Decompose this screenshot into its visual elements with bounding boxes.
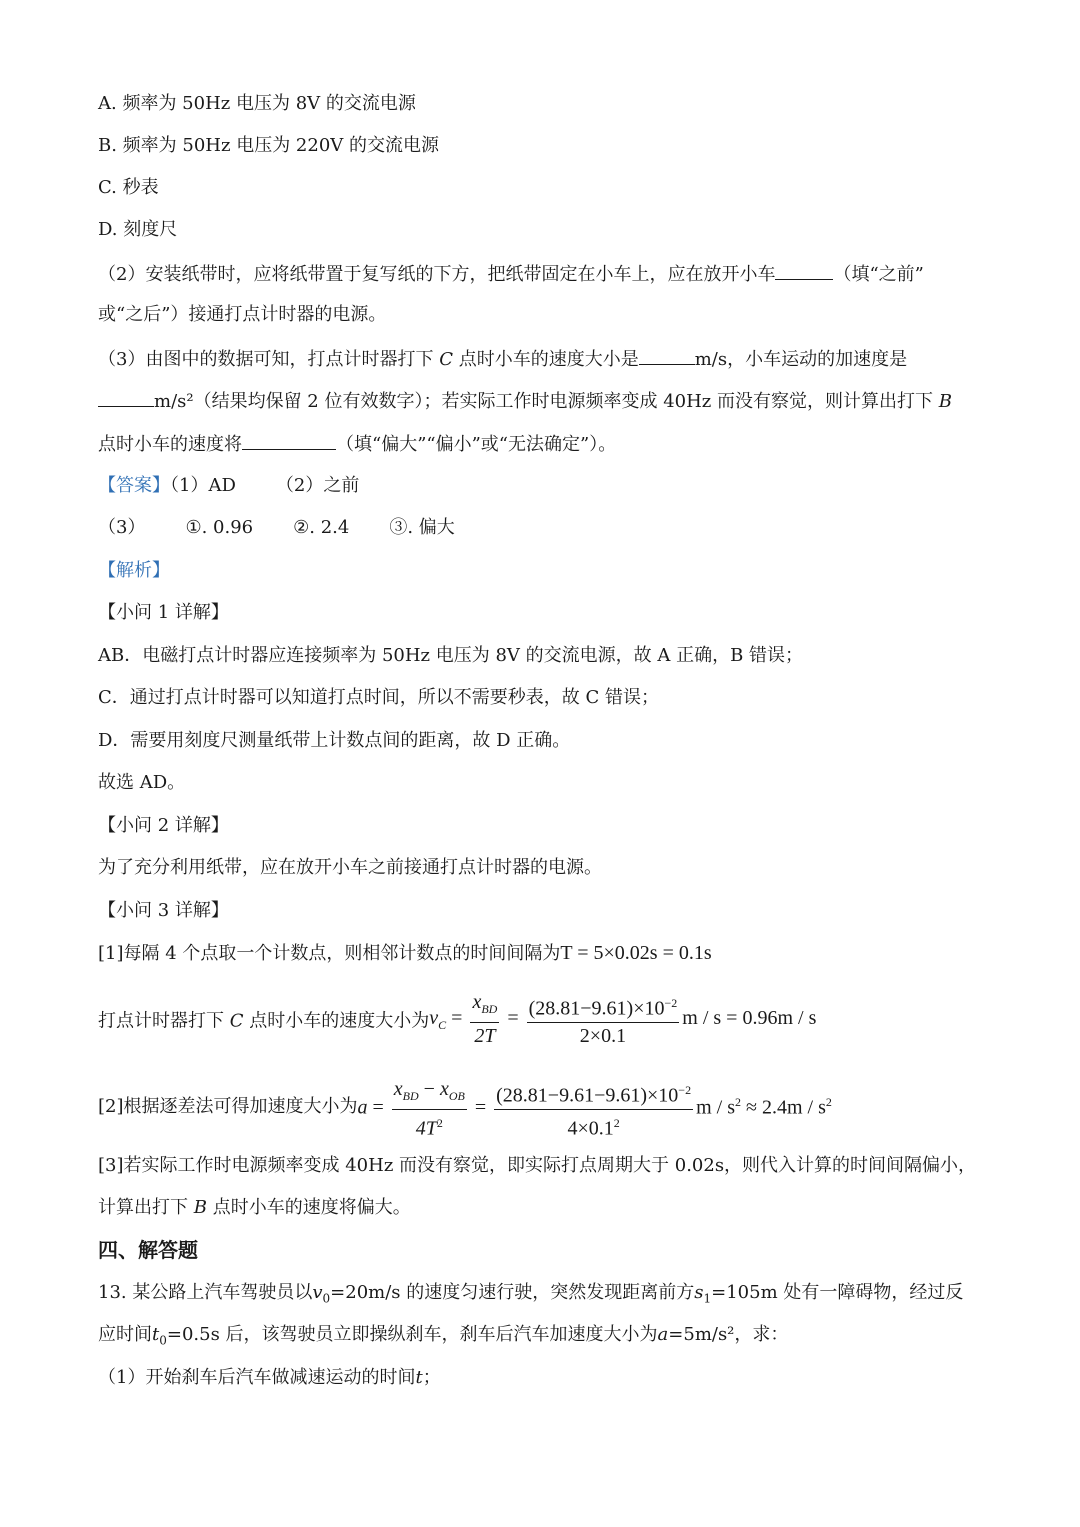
section-title: 四、解答题 [98,1238,198,1262]
sub-ob: OB [448,1089,465,1104]
answer-blank [98,388,154,407]
question-3-line-3 [98,431,616,457]
q2-text: （2）安装纸带时，应将纸带置于复写纸的下方，把纸带固定在小车上，应在放开小车 [98,264,776,285]
fraction [392,1076,467,1142]
fraction [494,1077,693,1141]
q13-text: =105m 处有一障碍物，经过反 [711,1282,964,1303]
exponent: −2 [678,1082,692,1097]
q3-text: 点时小车的速度大小是 [458,349,639,370]
answer-blank [639,346,695,365]
q13-text: ； [422,1367,441,1388]
sub3-line-5 [98,1196,411,1220]
acceleration-formula: a = $\frac{x_{BD} - x_{OB}}{4T^2}$ = $\frac{(28.81-9.61-9.61)\times 10^{-2}}{4\times 0.1^2}$ $m / s^2 \approx 2.4m / s^2$ [357,1078,832,1140]
q13-text: 13. 某公路上汽车驾驶员以 [98,1282,313,1303]
minus: − [418,1078,440,1101]
var-v: v [429,1007,439,1029]
exponent: 2 [825,1095,832,1109]
var-a: a [357,1096,368,1119]
question-2-line-1 [98,261,924,287]
sub3-text: [1]每隔 4 个点取一个计数点，则相邻计数点的时间间隔为 [98,943,561,964]
option-c: C. 秒表 [98,177,159,198]
exponent: 2 [734,1095,741,1109]
q2-hint: （填“之前” [833,264,924,285]
answer-blank [242,431,336,450]
q3-text: 点时小车的速度将 [98,434,242,455]
sub3-line-4: [3]若实际工作时电源频率变成 40Hz 而没有察觉，即实际打点周期大于 0.02s，则代入计算的时间间隔偏小， [98,1155,977,1176]
answer-3-3: ③. 偏大 [389,517,455,538]
sub2-title: 【小问 2 详解】 [98,815,229,836]
sub1-line-2: C．通过打点计时器可以知道打点时间，所以不需要秒表，故 C 错误； [98,687,659,708]
var-a: a [657,1324,669,1345]
sub1-line-3: D．需要用刻度尺测量纸带上计数点间的距离，故 D 正确。 [98,730,571,751]
option-d: D. 刻度尺 [98,219,178,240]
point-c: C [439,349,453,370]
den-4t: 4T [415,1117,437,1140]
q13-text: （1）开始刹车后汽车做减速运动的时间 [98,1367,416,1388]
velocity-formula: $v_C$ = $\frac{x_{BD}}{2T}$ = $\frac{(28.81-9.61)\times 10^{-2}}{2\times 0.1}$ m / s = 0.96m / s [429,991,817,1048]
q3-text: （3）由图中的数据可知，打点计时器打下 [98,349,434,370]
answer-2: （2）之前 [275,475,360,496]
q3-unit: m/s，小车运动的加速度是 [694,349,908,370]
fraction [527,990,680,1049]
point-b: B [193,1197,207,1218]
var-x: x [472,991,482,1014]
answer-line-1 [98,474,359,498]
sub3-text: [2]根据逐差法可得加速度大小为 [98,1095,358,1117]
option-b: B. 频率为 50Hz 电压为 220V 的交流电源 [98,135,439,156]
fraction [470,989,499,1049]
answer-line-2 [98,516,455,540]
question-13-line-2 [98,1323,788,1353]
acceleration-formula-line [98,1072,832,1142]
q13-text: =0.5s 后，该驾驶员立即操纵刹车，刹车后汽车加速度大小为 [166,1324,658,1345]
analysis-label: 【解析】 [98,560,170,581]
q13-text: 应时间 [98,1324,152,1345]
sub1-line-1: AB．电磁打点计时器应连接频率为 50Hz 电压为 8V 的交流电源，故 A 正确，B 错误； [98,645,804,666]
sub-bd: BD [481,1002,498,1017]
answer-3-1: ①. 0.96 [185,517,254,538]
sub3-text: 打点计时器打下 [98,1010,224,1032]
acceleration-result: ≈ 2.4m / s [740,1096,826,1119]
sub3-text: 点时小车的速度大小为 [249,1010,430,1032]
sub-c: C [438,1018,447,1032]
sub2-line-1: 为了充分利用纸带，应在放开小车之前接通打点计时器的电源。 [98,857,602,878]
den-2t: 2T [474,1025,496,1048]
point-b: B [938,391,952,412]
q13-text: =20m/s 的速度匀速行驶，突然发现距离前方 [330,1282,695,1303]
subscript: 0 [159,1333,167,1348]
sub1-line-4: 故选 AD。 [98,772,186,793]
q13-text: =5m/s²，求： [668,1324,789,1345]
unit: m / s [696,1096,735,1119]
var-t0: t [152,1324,160,1345]
question-13-part-1 [98,1366,441,1390]
sub3-title: 【小问 3 详解】 [98,900,229,921]
exponent: −2 [664,996,678,1011]
answer-1: （1）AD [170,475,236,496]
numerator: (28.81−9.61)×10 [528,997,665,1020]
sub3-line-1 [98,941,712,966]
time-interval-formula: T = 5×0.02s = 0.1s [560,942,712,964]
var-x: x [393,1078,403,1101]
answer-label: 【答案】 [98,475,170,496]
var-x: x [439,1078,449,1101]
subscript: 0 [322,1291,331,1306]
denominator: 2×0.1 [579,1024,627,1047]
var-v0: v [312,1282,323,1303]
sub3-text: 计算出打下 [98,1197,188,1218]
var-s1: s [694,1282,704,1303]
exponent: 2 [613,1115,620,1130]
question-3-line-1 [98,346,907,372]
numerator: (28.81−9.61−9.61)×10 [496,1084,679,1107]
answer-3-prefix: （3） [98,517,146,538]
sub-bd: BD [402,1089,419,1104]
denominator: 4×0.1 [567,1117,614,1140]
point-c: C [229,1010,244,1032]
q3-hint: （填“偏大”“偏小”或“无法确定”）。 [336,434,617,455]
velocity-formula-line [98,988,816,1055]
option-a: A. 频率为 50Hz 电压为 8V 的交流电源 [98,93,416,114]
sub3-text: 点时小车的速度将偏大。 [212,1197,411,1218]
subscript: 1 [703,1291,712,1306]
exponent: 2 [436,1116,443,1131]
q3-text: m/s²（结果均保留 2 位有效数字）；若实际工作时电源频率变成 40Hz 而没有察觉，则计算出打下 [154,391,934,412]
question-13-line-1 [98,1281,963,1311]
sub1-title: 【小问 1 详解】 [98,602,229,623]
question-3-line-2 [98,388,952,414]
answer-3-2: ②. 2.4 [293,517,350,538]
var-t: t [415,1367,423,1388]
question-2-line-2: 或“之后”）接通打点计时器的电源。 [98,304,387,325]
answer-blank [775,261,833,280]
velocity-result: m / s = 0.96m / s [682,1007,817,1029]
